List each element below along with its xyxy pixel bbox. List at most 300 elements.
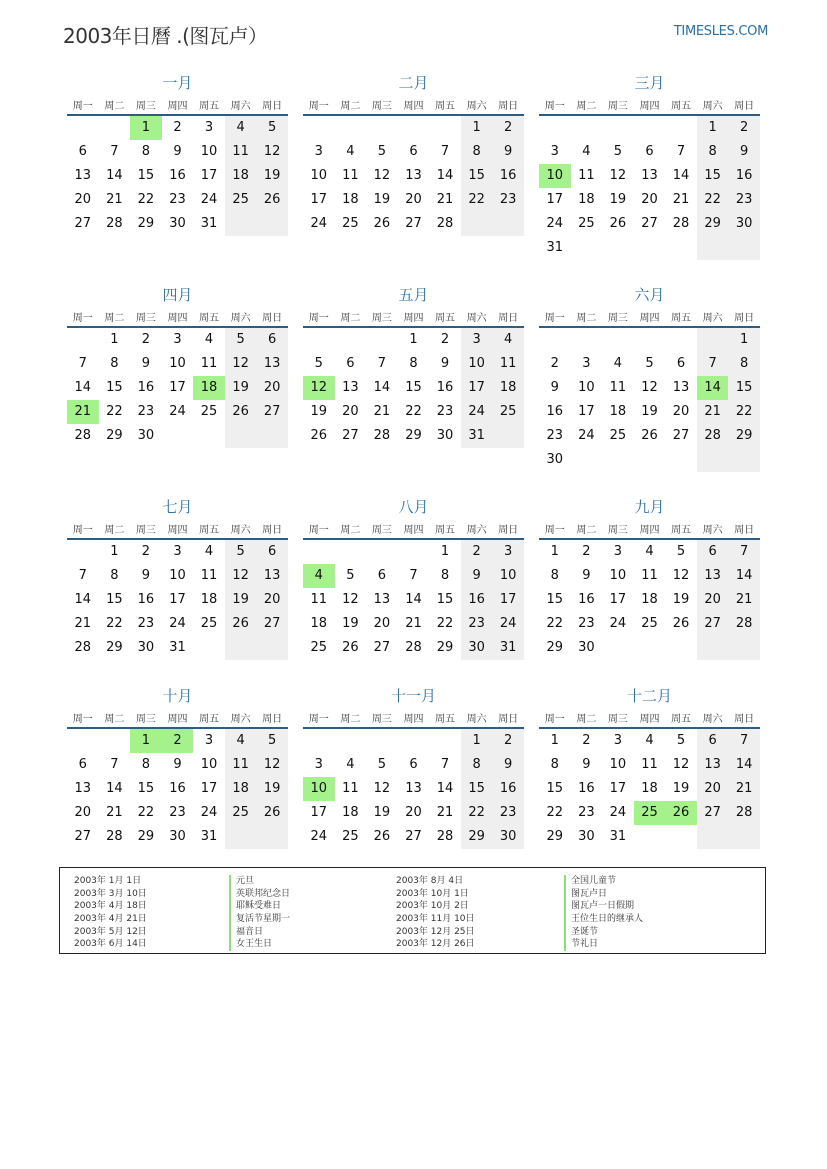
day-cell[interactable]: 17 [169, 380, 186, 395]
day-cell[interactable]: 10 [609, 568, 627, 583]
day-cell[interactable]: 12 [641, 380, 658, 395]
day-cell[interactable]: 26 [225, 400, 257, 424]
day-cell[interactable]: 22 [461, 188, 493, 212]
day-cell[interactable]: 3 [461, 328, 493, 352]
day-cell[interactable]: 21 [74, 616, 92, 631]
day-cell[interactable]: 30 [728, 212, 760, 236]
day-cell[interactable]: 5 [225, 540, 257, 564]
day-cell[interactable]: 8 [110, 568, 119, 583]
day-cell[interactable]: 17 [200, 781, 218, 796]
day-cell[interactable]: 14 [436, 168, 454, 183]
day-cell[interactable]: 14 [106, 781, 123, 796]
day-cell[interactable]: 28 [436, 216, 454, 231]
day-cell[interactable]: 6 [645, 144, 654, 159]
day-cell[interactable]: 12 [373, 168, 391, 183]
day-cell[interactable]: 1 [728, 328, 760, 352]
day-cell[interactable]: 28 [728, 801, 760, 825]
day-cell[interactable]: 29 [461, 825, 493, 849]
day-cell[interactable]: 12 [256, 753, 288, 777]
day-cell[interactable]: 21 [106, 192, 123, 207]
day-cell[interactable]: 25 [225, 188, 257, 212]
day-cell[interactable]: 20 [74, 192, 92, 207]
day-cell[interactable]: 16 [492, 164, 524, 188]
day-cell[interactable]: 30 [436, 428, 454, 443]
day-cell[interactable]: 26 [256, 801, 288, 825]
day-cell[interactable]: 23 [169, 805, 186, 820]
day-cell[interactable]: 8 [461, 753, 493, 777]
day-cell[interactable]: 6 [78, 757, 87, 772]
day-cell[interactable]: 19 [373, 805, 391, 820]
day-cell[interactable]: 24 [169, 404, 186, 419]
day-cell[interactable]: 6 [697, 540, 729, 564]
day-cell[interactable]: 26 [641, 428, 658, 443]
day-cell[interactable]: 15 [405, 380, 422, 395]
day-cell[interactable]: 13 [697, 753, 729, 777]
day-cell[interactable]: 22 [461, 801, 493, 825]
day-cell[interactable]: 11 [492, 352, 524, 376]
day-cell[interactable]: 12 [672, 757, 690, 772]
day-cell[interactable]: 30 [578, 640, 595, 655]
day-cell[interactable]: 9 [492, 753, 524, 777]
day-cell[interactable]: 30 [137, 428, 155, 443]
day-cell[interactable]: 19 [672, 592, 690, 607]
day-cell[interactable]: 7 [377, 356, 387, 371]
day-cell[interactable]: 27 [405, 216, 422, 231]
day-cell[interactable]: 26 [609, 216, 627, 231]
day-cell[interactable]: 28 [373, 428, 391, 443]
day-cell[interactable]: 11 [641, 757, 658, 772]
day-cell[interactable]: 28 [436, 829, 454, 844]
day-cell[interactable]: 19 [225, 588, 257, 612]
day-cell[interactable]: 9 [550, 380, 559, 395]
day-cell[interactable]: 27 [697, 801, 729, 825]
day-cell[interactable]: 18 [200, 592, 218, 607]
day-cell[interactable]: 9 [173, 144, 182, 159]
day-cell[interactable]: 1 [110, 332, 119, 347]
day-cell[interactable]: 22 [405, 404, 422, 419]
day-cell[interactable]: 14 [106, 168, 123, 183]
day-cell[interactable]: 23 [578, 616, 595, 631]
day-cell[interactable]: 19 [225, 376, 257, 400]
day-cell[interactable]: 22 [137, 805, 155, 820]
day-cell[interactable]: 15 [106, 380, 123, 395]
day-cell[interactable]: 18 [578, 192, 595, 207]
day-cell[interactable]: 19 [641, 404, 658, 419]
day-cell[interactable]: 2 [141, 332, 151, 347]
day-cell[interactable]: 27 [256, 400, 288, 424]
holiday-day-cell[interactable]: 25 [634, 801, 666, 825]
day-cell[interactable]: 1 [697, 116, 729, 140]
day-cell[interactable]: 20 [256, 588, 288, 612]
day-cell[interactable]: 29 [137, 829, 155, 844]
day-cell[interactable]: 28 [405, 640, 422, 655]
day-cell[interactable]: 25 [225, 801, 257, 825]
day-cell[interactable]: 16 [492, 777, 524, 801]
day-cell[interactable]: 14 [728, 564, 760, 588]
day-cell[interactable]: 14 [373, 380, 391, 395]
day-cell[interactable]: 25 [310, 640, 328, 655]
day-cell[interactable]: 3 [613, 733, 623, 748]
day-cell[interactable]: 8 [141, 144, 151, 159]
day-cell[interactable]: 5 [645, 356, 654, 371]
day-cell[interactable]: 20 [641, 192, 658, 207]
day-cell[interactable]: 22 [106, 616, 123, 631]
day-cell[interactable]: 18 [225, 777, 257, 801]
day-cell[interactable]: 9 [728, 140, 760, 164]
day-cell[interactable]: 28 [697, 424, 729, 448]
day-cell[interactable]: 7 [409, 568, 418, 583]
day-cell[interactable]: 16 [169, 781, 186, 796]
day-cell[interactable]: 18 [609, 404, 627, 419]
day-cell[interactable]: 3 [314, 757, 323, 772]
day-cell[interactable]: 30 [492, 825, 524, 849]
day-cell[interactable]: 23 [137, 404, 155, 419]
day-cell[interactable]: 12 [342, 592, 359, 607]
day-cell[interactable]: 17 [310, 805, 328, 820]
day-cell[interactable]: 28 [74, 640, 92, 655]
day-cell[interactable]: 29 [546, 829, 564, 844]
day-cell[interactable]: 9 [461, 564, 493, 588]
day-cell[interactable]: 2 [440, 332, 450, 347]
day-cell[interactable]: 16 [578, 781, 595, 796]
day-cell[interactable]: 30 [461, 636, 493, 660]
day-cell[interactable]: 12 [256, 140, 288, 164]
day-cell[interactable]: 3 [613, 544, 623, 559]
day-cell[interactable]: 2 [492, 116, 524, 140]
day-cell[interactable]: 18 [342, 192, 359, 207]
day-cell[interactable]: 15 [137, 781, 155, 796]
day-cell[interactable]: 20 [697, 588, 729, 612]
day-cell[interactable]: 6 [676, 356, 686, 371]
day-cell[interactable]: 10 [310, 168, 328, 183]
day-cell[interactable]: 10 [169, 356, 186, 371]
day-cell[interactable]: 16 [728, 164, 760, 188]
day-cell[interactable]: 6 [377, 568, 387, 583]
day-cell[interactable]: 15 [697, 164, 729, 188]
day-cell[interactable]: 19 [373, 192, 391, 207]
day-cell[interactable]: 21 [436, 805, 454, 820]
day-cell[interactable]: 24 [609, 616, 627, 631]
day-cell[interactable]: 21 [728, 777, 760, 801]
day-cell[interactable]: 19 [256, 164, 288, 188]
day-cell[interactable]: 2 [173, 120, 182, 135]
day-cell[interactable]: 19 [342, 616, 359, 631]
day-cell[interactable]: 10 [200, 144, 218, 159]
day-cell[interactable]: 8 [409, 356, 418, 371]
day-cell[interactable]: 7 [110, 757, 119, 772]
day-cell[interactable]: 25 [578, 216, 595, 231]
day-cell[interactable]: 22 [137, 192, 155, 207]
day-cell[interactable]: 28 [74, 428, 92, 443]
day-cell[interactable]: 4 [346, 757, 355, 772]
day-cell[interactable]: 4 [645, 733, 654, 748]
day-cell[interactable]: 13 [342, 380, 359, 395]
day-cell[interactable]: 25 [641, 616, 658, 631]
day-cell[interactable]: 29 [405, 428, 422, 443]
day-cell[interactable]: 7 [676, 144, 686, 159]
day-cell[interactable]: 17 [461, 376, 493, 400]
day-cell[interactable]: 24 [492, 612, 524, 636]
day-cell[interactable]: 30 [546, 452, 564, 467]
day-cell[interactable]: 8 [440, 568, 450, 583]
day-cell[interactable]: 28 [672, 216, 690, 231]
holiday-day-cell[interactable]: 1 [130, 116, 162, 140]
day-cell[interactable]: 19 [310, 404, 328, 419]
day-cell[interactable]: 2 [582, 733, 591, 748]
day-cell[interactable]: 6 [409, 144, 418, 159]
day-cell[interactable]: 22 [697, 188, 729, 212]
day-cell[interactable]: 2 [492, 729, 524, 753]
day-cell[interactable]: 31 [169, 640, 186, 655]
day-cell[interactable]: 18 [342, 805, 359, 820]
day-cell[interactable]: 29 [546, 640, 564, 655]
day-cell[interactable]: 3 [204, 733, 214, 748]
day-cell[interactable]: 26 [672, 616, 690, 631]
day-cell[interactable]: 31 [200, 216, 218, 231]
day-cell[interactable]: 1 [409, 332, 418, 347]
day-cell[interactable]: 1 [461, 729, 493, 753]
day-cell[interactable]: 27 [672, 428, 690, 443]
day-cell[interactable]: 15 [461, 164, 493, 188]
day-cell[interactable]: 20 [697, 777, 729, 801]
day-cell[interactable]: 27 [405, 829, 422, 844]
day-cell[interactable]: 11 [310, 592, 328, 607]
day-cell[interactable]: 23 [546, 428, 564, 443]
day-cell[interactable]: 29 [697, 212, 729, 236]
day-cell[interactable]: 18 [641, 592, 658, 607]
day-cell[interactable]: 3 [492, 540, 524, 564]
day-cell[interactable]: 5 [256, 116, 288, 140]
day-cell[interactable]: 29 [106, 640, 123, 655]
day-cell[interactable]: 14 [436, 781, 454, 796]
day-cell[interactable]: 31 [609, 829, 627, 844]
day-cell[interactable]: 15 [546, 592, 564, 607]
day-cell[interactable]: 15 [546, 781, 564, 796]
day-cell[interactable]: 17 [609, 781, 627, 796]
day-cell[interactable]: 6 [346, 356, 355, 371]
day-cell[interactable]: 30 [578, 829, 595, 844]
day-cell[interactable]: 17 [492, 588, 524, 612]
day-cell[interactable]: 15 [728, 376, 760, 400]
day-cell[interactable]: 4 [225, 116, 257, 140]
day-cell[interactable]: 12 [225, 352, 257, 376]
day-cell[interactable]: 12 [373, 781, 391, 796]
day-cell[interactable]: 24 [200, 805, 218, 820]
day-cell[interactable]: 26 [342, 640, 359, 655]
day-cell[interactable]: 5 [256, 729, 288, 753]
day-cell[interactable]: 21 [405, 616, 422, 631]
day-cell[interactable]: 2 [461, 540, 493, 564]
day-cell[interactable]: 11 [342, 168, 359, 183]
day-cell[interactable]: 20 [405, 805, 422, 820]
day-cell[interactable]: 17 [546, 192, 564, 207]
day-cell[interactable]: 7 [440, 757, 450, 772]
day-cell[interactable]: 25 [342, 216, 359, 231]
day-cell[interactable]: 7 [78, 356, 87, 371]
day-cell[interactable]: 9 [582, 757, 591, 772]
day-cell[interactable]: 18 [225, 164, 257, 188]
day-cell[interactable]: 26 [256, 188, 288, 212]
holiday-day-cell[interactable]: 14 [697, 376, 729, 400]
day-cell[interactable]: 1 [550, 544, 559, 559]
day-cell[interactable]: 31 [492, 636, 524, 660]
day-cell[interactable]: 13 [74, 781, 92, 796]
day-cell[interactable]: 13 [697, 564, 729, 588]
day-cell[interactable]: 9 [440, 356, 450, 371]
day-cell[interactable]: 17 [578, 404, 595, 419]
day-cell[interactable]: 17 [200, 168, 218, 183]
day-cell[interactable]: 25 [492, 400, 524, 424]
day-cell[interactable]: 16 [436, 380, 454, 395]
day-cell[interactable]: 21 [106, 805, 123, 820]
day-cell[interactable]: 26 [310, 428, 328, 443]
day-cell[interactable]: 27 [373, 640, 391, 655]
holiday-day-cell[interactable]: 10 [539, 164, 571, 188]
day-cell[interactable]: 14 [728, 753, 760, 777]
day-cell[interactable]: 17 [310, 192, 328, 207]
day-cell[interactable]: 1 [550, 733, 559, 748]
holiday-day-cell[interactable]: 26 [665, 801, 697, 825]
day-cell[interactable]: 10 [609, 757, 627, 772]
day-cell[interactable]: 11 [641, 568, 658, 583]
day-cell[interactable]: 17 [609, 592, 627, 607]
day-cell[interactable]: 31 [546, 240, 564, 255]
day-cell[interactable]: 4 [204, 544, 214, 559]
day-cell[interactable]: 3 [550, 144, 559, 159]
day-cell[interactable]: 8 [141, 757, 151, 772]
holiday-day-cell[interactable]: 12 [303, 376, 335, 400]
day-cell[interactable]: 13 [256, 564, 288, 588]
day-cell[interactable]: 21 [697, 400, 729, 424]
day-cell[interactable]: 3 [173, 332, 182, 347]
day-cell[interactable]: 16 [578, 592, 595, 607]
day-cell[interactable]: 27 [74, 216, 92, 231]
day-cell[interactable]: 18 [492, 376, 524, 400]
day-cell[interactable]: 4 [346, 144, 355, 159]
day-cell[interactable]: 30 [169, 216, 186, 231]
day-cell[interactable]: 4 [492, 328, 524, 352]
day-cell[interactable]: 2 [728, 116, 760, 140]
day-cell[interactable]: 2 [141, 544, 151, 559]
day-cell[interactable]: 27 [74, 829, 92, 844]
day-cell[interactable]: 30 [137, 640, 155, 655]
day-cell[interactable]: 14 [672, 168, 690, 183]
day-cell[interactable]: 15 [436, 592, 454, 607]
day-cell[interactable]: 5 [225, 328, 257, 352]
holiday-day-cell[interactable]: 10 [303, 777, 335, 801]
day-cell[interactable]: 26 [373, 829, 391, 844]
day-cell[interactable]: 27 [342, 428, 359, 443]
day-cell[interactable]: 3 [204, 120, 214, 135]
day-cell[interactable]: 4 [582, 144, 591, 159]
day-cell[interactable]: 22 [546, 616, 564, 631]
day-cell[interactable]: 3 [582, 356, 591, 371]
day-cell[interactable]: 6 [256, 540, 288, 564]
day-cell[interactable]: 5 [676, 544, 686, 559]
day-cell[interactable]: 11 [225, 753, 257, 777]
day-cell[interactable]: 13 [405, 168, 422, 183]
day-cell[interactable]: 8 [550, 757, 559, 772]
day-cell[interactable]: 31 [200, 829, 218, 844]
day-cell[interactable]: 9 [582, 568, 591, 583]
day-cell[interactable]: 12 [225, 564, 257, 588]
day-cell[interactable]: 4 [225, 729, 257, 753]
day-cell[interactable]: 19 [256, 777, 288, 801]
day-cell[interactable]: 20 [342, 404, 359, 419]
day-cell[interactable]: 5 [346, 568, 355, 583]
day-cell[interactable]: 9 [492, 140, 524, 164]
day-cell[interactable]: 13 [672, 380, 690, 395]
day-cell[interactable]: 9 [173, 757, 182, 772]
holiday-day-cell[interactable]: 21 [67, 400, 99, 424]
day-cell[interactable]: 23 [461, 612, 493, 636]
day-cell[interactable]: 10 [578, 380, 595, 395]
day-cell[interactable]: 6 [256, 328, 288, 352]
day-cell[interactable]: 6 [78, 144, 87, 159]
day-cell[interactable]: 4 [613, 356, 623, 371]
day-cell[interactable]: 7 [440, 144, 450, 159]
day-cell[interactable]: 21 [672, 192, 690, 207]
day-cell[interactable]: 16 [461, 588, 493, 612]
day-cell[interactable]: 10 [492, 564, 524, 588]
day-cell[interactable]: 1 [461, 116, 493, 140]
day-cell[interactable]: 16 [137, 592, 155, 607]
day-cell[interactable]: 10 [169, 568, 186, 583]
day-cell[interactable]: 19 [672, 781, 690, 796]
day-cell[interactable]: 1 [440, 544, 450, 559]
day-cell[interactable]: 31 [461, 424, 493, 448]
holiday-day-cell[interactable]: 1 [130, 729, 162, 753]
day-cell[interactable]: 5 [377, 144, 387, 159]
day-cell[interactable]: 3 [173, 544, 182, 559]
day-cell[interactable]: 19 [609, 192, 627, 207]
day-cell[interactable]: 11 [200, 568, 218, 583]
day-cell[interactable]: 24 [169, 616, 186, 631]
day-cell[interactable]: 5 [613, 144, 623, 159]
day-cell[interactable]: 13 [641, 168, 658, 183]
day-cell[interactable]: 29 [137, 216, 155, 231]
day-cell[interactable]: 23 [436, 404, 454, 419]
day-cell[interactable]: 20 [405, 192, 422, 207]
day-cell[interactable]: 27 [641, 216, 658, 231]
day-cell[interactable]: 22 [546, 805, 564, 820]
day-cell[interactable]: 22 [436, 616, 454, 631]
day-cell[interactable]: 8 [550, 568, 559, 583]
day-cell[interactable]: 7 [728, 540, 760, 564]
day-cell[interactable]: 26 [225, 612, 257, 636]
day-cell[interactable]: 10 [200, 757, 218, 772]
day-cell[interactable]: 13 [256, 352, 288, 376]
day-cell[interactable]: 24 [200, 192, 218, 207]
day-cell[interactable]: 5 [314, 356, 323, 371]
day-cell[interactable]: 15 [106, 592, 123, 607]
day-cell[interactable]: 4 [645, 544, 654, 559]
day-cell[interactable]: 10 [461, 352, 493, 376]
day-cell[interactable]: 15 [461, 777, 493, 801]
day-cell[interactable]: 25 [609, 428, 627, 443]
day-cell[interactable]: 22 [106, 404, 123, 419]
day-cell[interactable]: 2 [582, 544, 591, 559]
day-cell[interactable]: 24 [578, 428, 595, 443]
day-cell[interactable]: 27 [697, 612, 729, 636]
day-cell[interactable]: 20 [74, 805, 92, 820]
day-cell[interactable]: 13 [74, 168, 92, 183]
day-cell[interactable]: 2 [550, 356, 559, 371]
day-cell[interactable]: 25 [342, 829, 359, 844]
day-cell[interactable]: 6 [409, 757, 418, 772]
day-cell[interactable]: 14 [74, 380, 92, 395]
day-cell[interactable]: 23 [137, 616, 155, 631]
